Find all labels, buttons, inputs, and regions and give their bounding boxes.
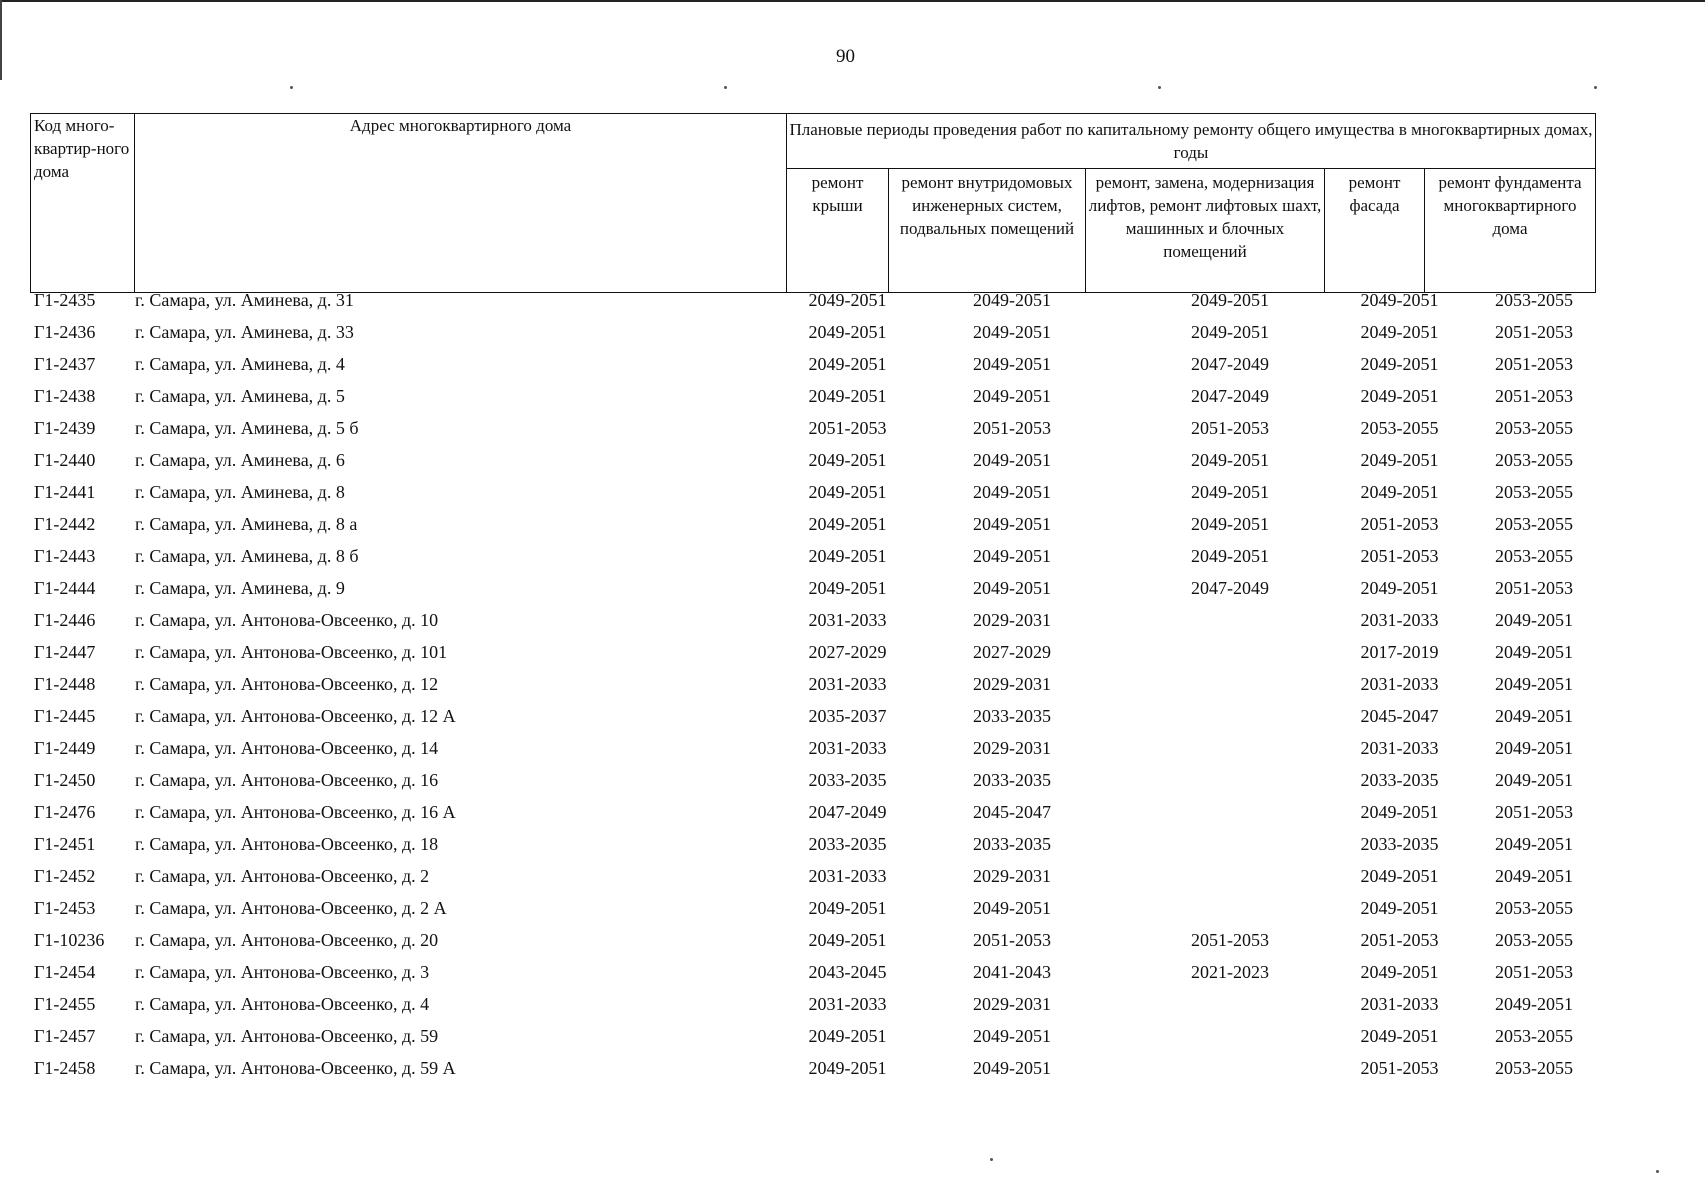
cell-foundation: 2049-2051 (1495, 770, 1573, 790)
cell-address: г. Самара, ул. Антонова-Овсеенко, д. 101 (135, 642, 448, 662)
cell-roof: 2049-2051 (808, 450, 887, 470)
top-border-line (0, 0, 1705, 2)
cell-roof: 2033-2035 (808, 770, 887, 790)
cell-engineering: 2049-2051 (973, 514, 1051, 534)
cell-code: Г1-2442 (34, 514, 96, 534)
cell-engineering: 2049-2051 (973, 386, 1051, 406)
cell-code: Г1-2448 (34, 674, 96, 694)
cell-address: г. Самара, ул. Аминева, д. 5 б (135, 418, 359, 438)
cell-address: г. Самара, ул. Антонова-Овсеенко, д. 2 А (135, 898, 447, 918)
cell-foundation: 2053-2055 (1495, 930, 1573, 950)
cell-facade: 2053-2055 (1360, 418, 1439, 438)
scan-speck (290, 86, 293, 89)
cell-engineering: 2033-2035 (973, 770, 1051, 790)
cell-facade: 2031-2033 (1360, 674, 1439, 694)
cell-foundation: 2051-2053 (1495, 578, 1573, 598)
cell-address: г. Самара, ул. Антонова-Овсеенко, д. 3 (135, 962, 430, 982)
table-header (30, 113, 1596, 293)
cell-engineering: 2027-2029 (973, 642, 1051, 662)
cell-facade: 2049-2051 (1360, 1026, 1439, 1046)
cell-code: Г1-10236 (34, 930, 105, 950)
cell-code: Г1-2454 (34, 962, 96, 982)
cell-address: г. Самара, ул. Антонова-Овсеенко, д. 10 (135, 610, 439, 630)
cell-code: Г1-2453 (34, 898, 96, 918)
cell-foundation: 2053-2055 (1495, 1058, 1573, 1078)
cell-facade: 2049-2051 (1360, 450, 1439, 470)
cell-code: Г1-2450 (34, 770, 96, 790)
cell-foundation: 2051-2053 (1495, 354, 1573, 374)
cell-foundation: 2053-2055 (1495, 546, 1573, 566)
cell-roof: 2043-2045 (808, 962, 887, 982)
header-lifts: ремонт, замена, модернизация лифтов, ремонт лифтовых шахт, машинных и блочных помещений (1086, 169, 1325, 293)
cell-facade: 2049-2051 (1360, 802, 1439, 822)
cell-address: г. Самара, ул. Антонова-Овсеенко, д. 2 (135, 866, 430, 886)
cell-facade: 2049-2051 (1360, 354, 1439, 374)
cell-code: Г1-2452 (34, 866, 96, 886)
cell-roof: 2049-2051 (808, 482, 887, 502)
cell-foundation: 2049-2051 (1495, 738, 1573, 758)
cell-roof: 2031-2033 (808, 994, 887, 1014)
cell-roof: 2049-2051 (808, 1026, 887, 1046)
cell-code: Г1-2476 (34, 802, 96, 822)
cell-facade: 2049-2051 (1360, 898, 1439, 918)
cell-roof: 2049-2051 (808, 930, 887, 950)
cell-address: г. Самара, ул. Аминева, д. 33 (135, 322, 354, 342)
cell-facade: 2049-2051 (1360, 386, 1439, 406)
cell-foundation: 2051-2053 (1495, 322, 1573, 342)
cell-code: Г1-2438 (34, 386, 96, 406)
cell-facade: 2049-2051 (1360, 578, 1439, 598)
cell-address: г. Самара, ул. Аминева, д. 5 (135, 386, 345, 406)
cell-address: г. Самара, ул. Антонова-Овсеенко, д. 12 (135, 674, 439, 694)
cell-engineering: 2045-2047 (973, 802, 1051, 822)
cell-facade: 2031-2033 (1360, 994, 1439, 1014)
cell-engineering: 2041-2043 (973, 962, 1051, 982)
cell-code: Г1-2457 (34, 1026, 96, 1046)
cell-address: г. Самара, ул. Аминева, д. 6 (135, 450, 345, 470)
cell-facade: 2049-2051 (1360, 482, 1439, 502)
cell-code: Г1-2446 (34, 610, 96, 630)
cell-engineering: 2049-2051 (973, 1058, 1051, 1078)
cell-engineering: 2049-2051 (973, 1026, 1051, 1046)
cell-engineering: 2051-2053 (973, 418, 1051, 438)
header-foundation: ремонт фундамента многоквартирного дома (1425, 169, 1596, 293)
page-number: 90 (836, 46, 855, 67)
cell-engineering: 2049-2051 (973, 354, 1051, 374)
header-address: Адрес многоквартирного дома (135, 114, 787, 293)
cell-code: Г1-2451 (34, 834, 96, 854)
cell-lifts: 2051-2053 (1191, 930, 1269, 950)
cell-facade: 2033-2035 (1360, 834, 1439, 854)
cell-address: г. Самара, ул. Антонова-Овсеенко, д. 4 (135, 994, 430, 1014)
cell-facade: 2051-2053 (1360, 1058, 1439, 1078)
cell-address: г. Самара, ул. Аминева, д. 8 (135, 482, 345, 502)
cell-foundation: 2053-2055 (1495, 450, 1573, 470)
cell-facade: 2051-2053 (1360, 930, 1439, 950)
cell-engineering: 2049-2051 (973, 322, 1051, 342)
scan-speck (1158, 86, 1161, 89)
cell-lifts: 2049-2051 (1191, 482, 1269, 502)
cell-address: г. Самара, ул. Антонова-Овсеенко, д. 16 А (135, 802, 456, 822)
cell-code: Г1-2440 (34, 450, 96, 470)
cell-engineering: 2049-2051 (973, 450, 1051, 470)
cell-roof: 2049-2051 (808, 578, 887, 598)
cell-foundation: 2049-2051 (1495, 642, 1573, 662)
cell-address: г. Самара, ул. Антонова-Овсеенко, д. 59 (135, 1026, 439, 1046)
cell-roof: 2031-2033 (808, 674, 887, 694)
cell-facade: 2045-2047 (1360, 706, 1439, 726)
cell-engineering: 2029-2031 (973, 610, 1051, 630)
cell-code: Г1-2447 (34, 642, 96, 662)
cell-lifts: 2049-2051 (1191, 290, 1269, 310)
cell-address: г. Самара, ул. Аминева, д. 4 (135, 354, 345, 374)
cell-engineering: 2029-2031 (973, 674, 1051, 694)
cell-facade: 2049-2051 (1360, 866, 1439, 886)
cell-code: Г1-2443 (34, 546, 96, 566)
header-roof: ремонт крыши (787, 169, 889, 293)
cell-facade: 2049-2051 (1360, 962, 1439, 982)
left-border-line (0, 0, 2, 80)
cell-foundation: 2049-2051 (1495, 866, 1573, 886)
cell-lifts: 2021-2023 (1191, 962, 1269, 982)
cell-facade: 2031-2033 (1360, 610, 1439, 630)
cell-roof: 2049-2051 (808, 290, 887, 310)
cell-facade: 2049-2051 (1360, 322, 1439, 342)
cell-address: г. Самара, ул. Антонова-Овсеенко, д. 12 А (135, 706, 456, 726)
cell-lifts: 2049-2051 (1191, 450, 1269, 470)
cell-roof: 2049-2051 (808, 322, 887, 342)
cell-code: Г1-2455 (34, 994, 96, 1014)
cell-address: г. Самара, ул. Антонова-Овсеенко, д. 18 (135, 834, 439, 854)
cell-engineering: 2029-2031 (973, 866, 1051, 886)
cell-facade: 2031-2033 (1360, 738, 1439, 758)
cell-engineering: 2049-2051 (973, 898, 1051, 918)
cell-code: Г1-2437 (34, 354, 96, 374)
cell-engineering: 2049-2051 (973, 546, 1051, 566)
cell-lifts: 2047-2049 (1191, 354, 1269, 374)
cell-roof: 2049-2051 (808, 1058, 887, 1078)
cell-address: г. Самара, ул. Антонова-Овсеенко, д. 20 (135, 930, 439, 950)
cell-code: Г1-2458 (34, 1058, 96, 1078)
cell-lifts: 2049-2051 (1191, 514, 1269, 534)
cell-code: Г1-2436 (34, 322, 96, 342)
cell-foundation: 2051-2053 (1495, 386, 1573, 406)
cell-address: г. Самара, ул. Антонова-Овсеенко, д. 59 А (135, 1058, 456, 1078)
cell-code: Г1-2435 (34, 290, 96, 310)
cell-roof: 2031-2033 (808, 866, 887, 886)
cell-engineering: 2033-2035 (973, 834, 1051, 854)
cell-code: Г1-2449 (34, 738, 96, 758)
cell-foundation: 2053-2055 (1495, 482, 1573, 502)
cell-engineering: 2049-2051 (973, 482, 1051, 502)
cell-foundation: 2049-2051 (1495, 706, 1573, 726)
scan-speck (990, 1158, 993, 1161)
cell-facade: 2049-2051 (1360, 290, 1439, 310)
cell-facade: 2051-2053 (1360, 546, 1439, 566)
cell-foundation: 2049-2051 (1495, 834, 1573, 854)
cell-roof: 2049-2051 (808, 354, 887, 374)
cell-engineering: 2051-2053 (973, 930, 1051, 950)
cell-roof: 2049-2051 (808, 514, 887, 534)
cell-facade: 2033-2035 (1360, 770, 1439, 790)
cell-engineering: 2029-2031 (973, 994, 1051, 1014)
cell-roof: 2031-2033 (808, 738, 887, 758)
cell-foundation: 2051-2053 (1495, 802, 1573, 822)
header-code: Код много-квартир-ного дома (31, 114, 135, 293)
scan-speck (724, 86, 727, 89)
cell-roof: 2031-2033 (808, 610, 887, 630)
cell-roof: 2027-2029 (808, 642, 887, 662)
cell-roof: 2047-2049 (808, 802, 887, 822)
cell-engineering: 2049-2051 (973, 578, 1051, 598)
cell-code: Г1-2444 (34, 578, 96, 598)
cell-roof: 2049-2051 (808, 898, 887, 918)
cell-foundation: 2053-2055 (1495, 514, 1573, 534)
cell-address: г. Самара, ул. Аминева, д. 8 а (135, 514, 358, 534)
cell-code: Г1-2441 (34, 482, 96, 502)
cell-foundation: 2053-2055 (1495, 290, 1573, 310)
cell-foundation: 2053-2055 (1495, 1026, 1573, 1046)
cell-lifts: 2049-2051 (1191, 322, 1269, 342)
cell-foundation: 2051-2053 (1495, 962, 1573, 982)
cell-foundation: 2053-2055 (1495, 898, 1573, 918)
cell-foundation: 2049-2051 (1495, 610, 1573, 630)
cell-address: г. Самара, ул. Аминева, д. 9 (135, 578, 345, 598)
cell-address: г. Самара, ул. Аминева, д. 8 б (135, 546, 359, 566)
cell-address: г. Самара, ул. Аминева, д. 31 (135, 290, 354, 310)
header-facade: ремонт фасада (1325, 169, 1425, 293)
cell-roof: 2035-2037 (808, 706, 887, 726)
cell-address: г. Самара, ул. Антонова-Овсеенко, д. 16 (135, 770, 439, 790)
cell-lifts: 2047-2049 (1191, 386, 1269, 406)
cell-foundation: 2049-2051 (1495, 994, 1573, 1014)
cell-address: г. Самара, ул. Антонова-Овсеенко, д. 14 (135, 738, 439, 758)
cell-lifts: 2051-2053 (1191, 418, 1269, 438)
cell-roof: 2049-2051 (808, 386, 887, 406)
cell-engineering: 2049-2051 (973, 290, 1051, 310)
cell-facade: 2017-2019 (1360, 642, 1439, 662)
cell-foundation: 2049-2051 (1495, 674, 1573, 694)
scan-speck (1594, 86, 1597, 89)
cell-facade: 2051-2053 (1360, 514, 1439, 534)
header-period-group: Плановые периоды проведения работ по капитальному ремонту общего имущества в многоквартирных домах, годы (787, 114, 1596, 169)
cell-code: Г1-2445 (34, 706, 96, 726)
cell-engineering: 2029-2031 (973, 738, 1051, 758)
cell-code: Г1-2439 (34, 418, 96, 438)
cell-lifts: 2047-2049 (1191, 578, 1269, 598)
cell-engineering: 2033-2035 (973, 706, 1051, 726)
cell-roof: 2051-2053 (808, 418, 887, 438)
cell-foundation: 2053-2055 (1495, 418, 1573, 438)
header-engineering: ремонт внутридомовых инженерных систем, подвальных помещений (889, 169, 1086, 293)
cell-roof: 2049-2051 (808, 546, 887, 566)
cell-roof: 2033-2035 (808, 834, 887, 854)
scan-speck (1656, 1170, 1659, 1173)
cell-lifts: 2049-2051 (1191, 546, 1269, 566)
